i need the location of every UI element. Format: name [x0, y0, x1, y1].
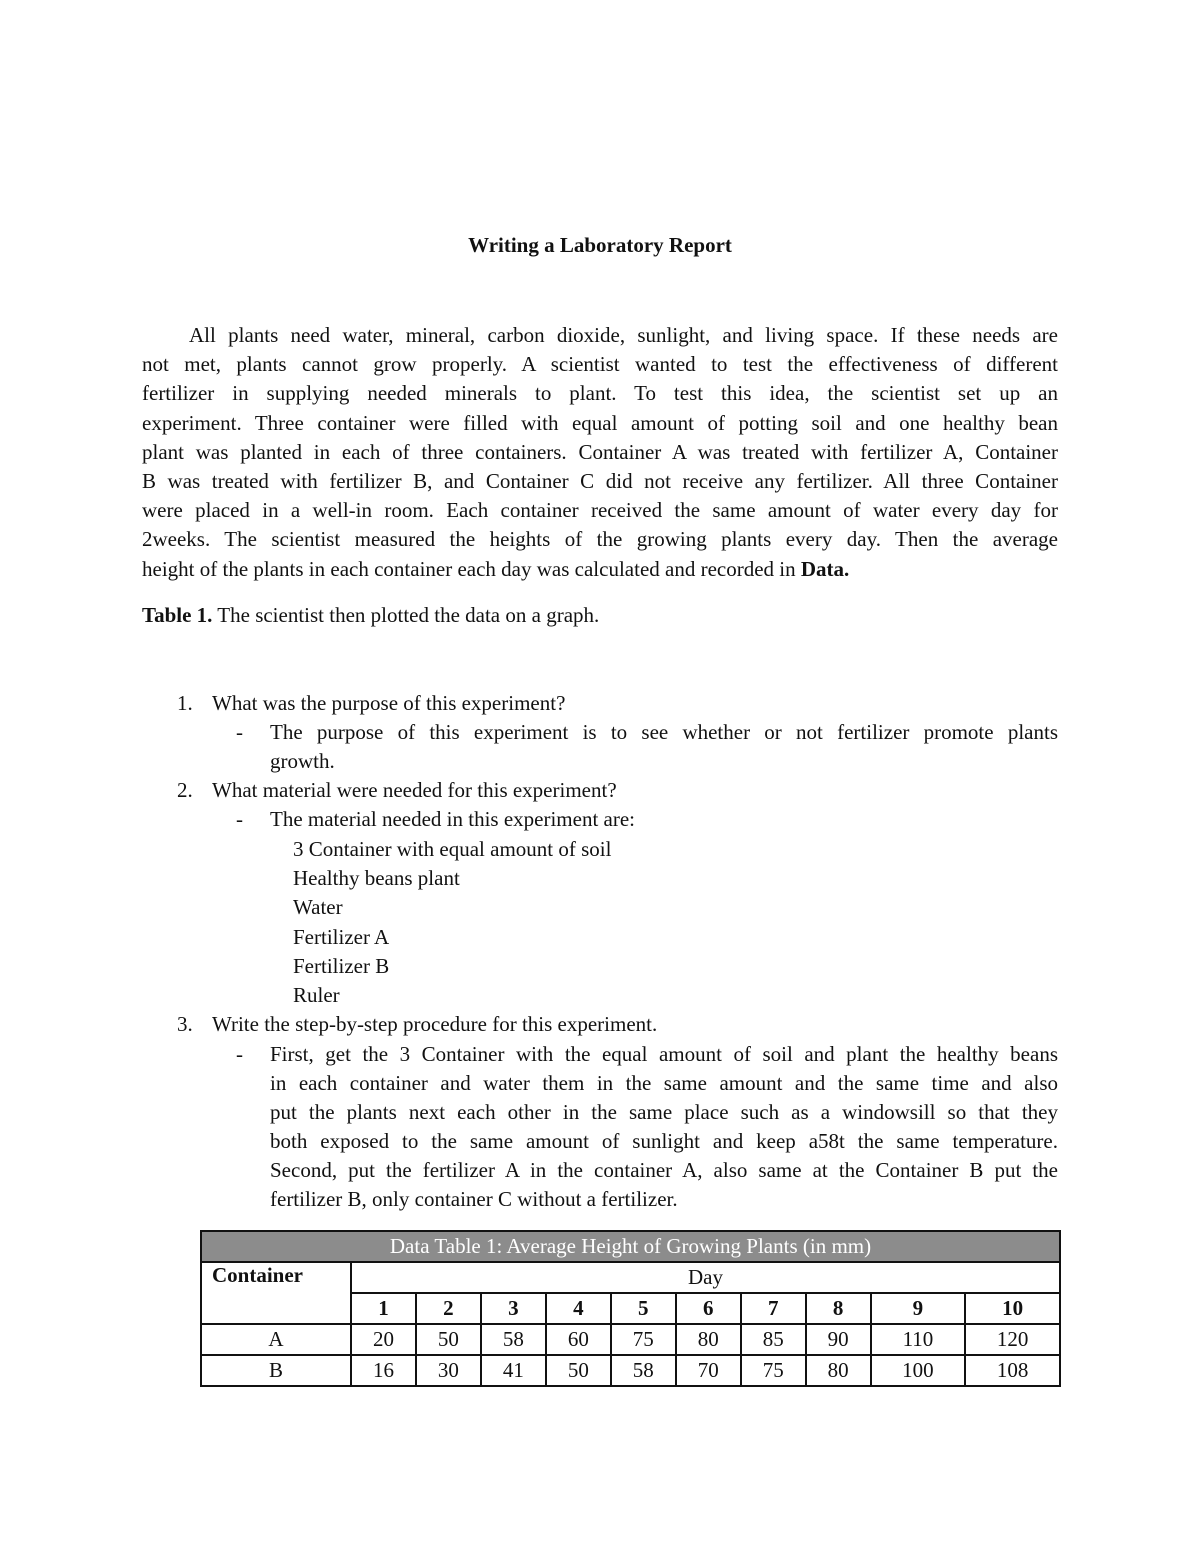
intro-paragraph: [142, 321, 1058, 584]
answer-dash: -: [236, 807, 243, 831]
intro-line: 2weeks. The scientist measured the heights of the growing plants every day. Then the average: [142, 527, 1058, 552]
table-header-row: [201, 1262, 1060, 1293]
question-1: [177, 689, 566, 718]
table-cell: 50: [546, 1355, 611, 1386]
day-number: 3: [481, 1293, 546, 1324]
table-cell: 58: [481, 1324, 546, 1355]
table-cell: 80: [806, 1355, 871, 1386]
question-text: What was the purpose of this experiment?: [212, 691, 566, 715]
material-item: Fertilizer B: [293, 953, 390, 978]
table-cell: 30: [416, 1355, 481, 1386]
table-ref-text: The scientist then plotted the data on a graph.: [212, 603, 600, 627]
day-number: 2: [416, 1293, 481, 1324]
answer-line: in each container and water them in the same amount and the same time and also: [270, 1071, 1058, 1095]
answer-line: Second, put the fertilizer A in the container A, also same at the Container B put the: [270, 1158, 1058, 1182]
table-row: [201, 1324, 1060, 1355]
table-cell: 75: [611, 1324, 676, 1355]
table-cell: 120: [965, 1324, 1060, 1355]
material-item: 3 Container with equal amount of soil: [293, 837, 612, 861]
table-cell: 90: [806, 1324, 871, 1355]
day-number: 8: [806, 1293, 871, 1324]
table-cell: 110: [871, 1324, 966, 1355]
question-text: Write the step-by-step procedure for this experiment.: [212, 1012, 658, 1036]
table-cell: 80: [676, 1324, 741, 1355]
table-caption: Data Table 1: Average Height of Growing Plants (in mm): [201, 1231, 1060, 1262]
intro-line-text: height of the plants in each container each day was calculated and recorded in: [142, 556, 801, 581]
table-cell: 108: [965, 1355, 1060, 1386]
intro-line: All plants need water, mineral, carbon dioxide, sunlight, and living space. If these needs are: [189, 323, 1058, 347]
answer-dash: -: [236, 720, 243, 744]
table-cell: 50: [416, 1324, 481, 1355]
day-number: 7: [741, 1293, 806, 1324]
question-2: [177, 776, 617, 805]
answer-line: fertilizer B, only container C without a fertilizer.: [270, 1187, 678, 1211]
day-number: 1: [351, 1293, 416, 1324]
material-item: Ruler: [293, 983, 340, 1008]
table-cell: 58: [611, 1355, 676, 1386]
day-number: 6: [676, 1293, 741, 1324]
day-number: 9: [871, 1293, 966, 1324]
question-number: 3.: [177, 1012, 193, 1036]
answer-line: The purpose of this experiment is to see whether or not fertilizer promote plants: [270, 720, 1058, 744]
question-text: What material were needed for this experiment?: [212, 778, 617, 802]
data-table: [200, 1230, 1061, 1387]
table-caption-row: [201, 1231, 1060, 1262]
day-number: 4: [546, 1293, 611, 1324]
table-cell: 75: [741, 1355, 806, 1386]
table-cell: 100: [871, 1355, 966, 1386]
answer-line: growth.: [270, 749, 335, 773]
question-number: 1.: [177, 691, 193, 715]
intro-line: experiment. Three container were filled with equal amount of potting soil and one healthy bean: [142, 410, 1058, 435]
table-cell: 85: [741, 1324, 806, 1355]
intro-line: B was treated with fertilizer B, and Container C did not receive any fertilizer. All three Container: [142, 469, 1058, 494]
materials-list: [293, 835, 611, 1010]
document-title: Writing a Laboratory Report: [468, 233, 732, 257]
day-number: 10: [965, 1293, 1060, 1324]
intro-line: plant was planted in each of three containers. Container A was treated with fertilizer A, Container: [142, 439, 1058, 464]
intro-line: fertilizer in supplying needed minerals to plant. To test this idea, the scientist set up an: [142, 381, 1058, 406]
answer-line: both exposed to the same amount of sunlight and keep a58t the same temperature.: [270, 1129, 1058, 1153]
container-header: Container: [201, 1262, 351, 1324]
day-number: 5: [611, 1293, 676, 1324]
answer-line: The material needed in this experiment are:: [270, 807, 636, 831]
answer-2: [236, 805, 1058, 834]
answer-3: [236, 1040, 1058, 1214]
table-cell: 20: [351, 1324, 416, 1355]
material-item: Healthy beans plant: [293, 866, 460, 891]
table-ref-label: Table 1.: [142, 603, 213, 627]
answer-line: put the plants next each other in the same place such as a windowsill so that they: [270, 1100, 1058, 1124]
intro-line: were placed in a well-in room. Each container received the same amount of water every day for: [142, 498, 1058, 523]
intro-line: not met, plants cannot grow properly. A scientist wanted to test the effectiveness of different: [142, 352, 1058, 377]
table-row: [201, 1355, 1060, 1386]
question-number: 2.: [177, 778, 193, 802]
intro-line-last: [142, 555, 1058, 584]
table-cell: 16: [351, 1355, 416, 1386]
answer-line: First, get the 3 Container with the equal amount of soil and plant the healthy beans: [270, 1042, 1058, 1066]
answer-1: [236, 718, 1058, 776]
material-item: Fertilizer A: [293, 924, 390, 949]
table-reference: [142, 601, 1058, 630]
question-3: [177, 1010, 658, 1039]
table-cell: 70: [676, 1355, 741, 1386]
material-item: Water: [293, 895, 343, 920]
row-label: B: [201, 1355, 351, 1386]
row-label: A: [201, 1324, 351, 1355]
answer-dash: -: [236, 1042, 243, 1066]
table-cell: 60: [546, 1324, 611, 1355]
intro-bold-data: Data.: [800, 556, 850, 581]
day-header: Day: [351, 1262, 1060, 1293]
table-cell: 41: [481, 1355, 546, 1386]
